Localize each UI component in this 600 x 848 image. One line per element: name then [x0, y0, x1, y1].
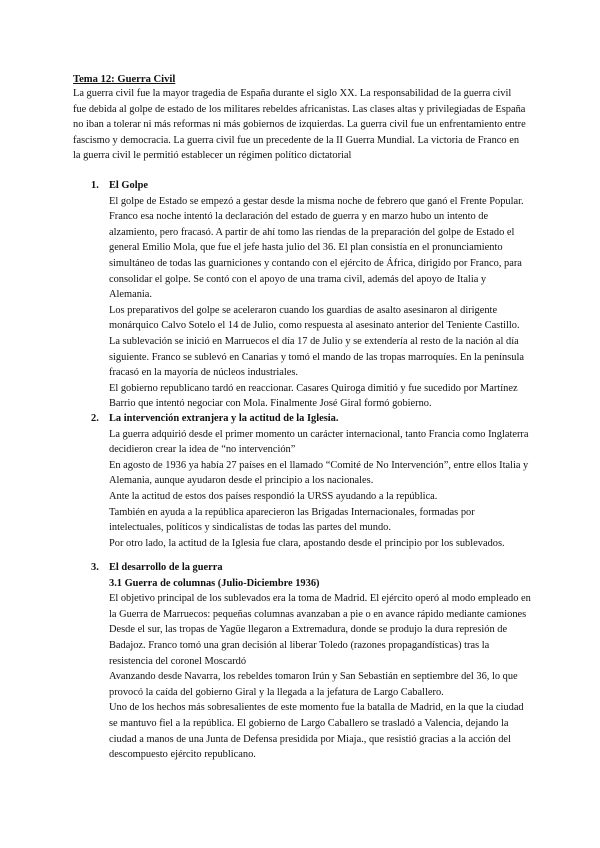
paragraph: Ante la actitud de estos dos países respondió la URSS ayudando a la república.: [109, 490, 438, 502]
section-number: 3.: [91, 562, 99, 573]
paragraph: El objetivo principal de los sublevados era la toma de Madrid. El ejército operó al modo empleado en la Guerra de Marruecos: pequeñas columnas avanzaban a pie o en avance rápido mediante camiones: [109, 593, 531, 620]
section-title: El Golpe: [109, 180, 148, 191]
section-number: 1.: [91, 180, 99, 191]
paragraph: Los preparativos del golpe se aceleraron cuando los guardias de asalto asesinaron al dirigente monárquico Calvo Sotelo el 14 de Julio, como respuesta al asesinato anterior del Teniente Castillo. La sublevación se inició en Marruecos el día 17 de Julio y se extendería al resto de la nación al día siguiente. Franco se sublevó en Canarias y tomó el mando de las tropas marroquíes. En la península fracasó en la mayoría de núcleos industriales.: [109, 304, 524, 379]
section-title: El desarrollo de la guerra: [109, 562, 223, 573]
paragraph: El gobierno republicano tardó en reaccionar. Casares Quiroga dimitió y fue sucedido por Martínez Barrio que intentó negociar con Mola. Finalmente José Giral formó gobierno.: [109, 382, 518, 410]
section-body: [109, 427, 531, 552]
subsection-title: 3.1 Guerra de columnas (Julio-Diciembre 1936): [109, 577, 320, 589]
section-golpe: [91, 178, 531, 412]
section-desarrollo: [91, 560, 531, 763]
paragraph: El golpe de Estado se empezó a gestar desde la misma noche de febrero que ganó el Frente Popular. Franco esa noche intentó la declaración del estado de guerra y en marzo hubo un intento de alzamiento, pero fracasó. A partir de ahí tomo las riendas de la preparación del golpe de Estado el general Emilio Mola, que fue el jefe hasta julio del 36. El plan consistía en el pronunciamiento simultáneo de todas las guarniciones y contando con el ejército de África, dirigido por Franco, para consolidar el golpe. Se contó con el apoyo de una trama civil, además del apoyo de Italia y Alemania.: [109, 195, 524, 301]
paragraph: Uno de los hechos más sobresalientes de este momento fue la batalla de Madrid, en la que la ciudad se mantuvo fiel a la república. El gobierno de Largo Caballero se trasladó a Valencia, dejando la ciudad a manos de una Junta de Defensa presidida por Miaja., que resistió gracias a la acción del descompuesto ejército republicano.: [109, 702, 524, 761]
paragraph: Avanzando desde Navarra, los rebeldes tomaron Irún y San Sebastián en septiembre del 36, lo que provocó la caída del gobierno Giral y la llegada a la jefatura de Largo Caballero.: [109, 671, 518, 698]
section-heading: [91, 411, 531, 427]
section-number: 2.: [91, 413, 99, 424]
intro-paragraph: La guerra civil fue la mayor tragedia de España durante el siglo XX. La responsabilidad de la guerra civil fue debida al golpe de estado de los militares rebeldes africanistas. Las clases altas y privilegiadas de España no iban a tolerar ni más reformas ni más gobiernos de izquierdas. La guerra civil fue un enfrentamiento entre fascismo y democracia. La guerra civil fue un precedente de la II Guerra Mundial. La victoria de Franco en la guerra civil le permitió establecer un régimen político dictatorial: [73, 88, 526, 162]
document-title: Tema 12: Guerra Civil: [73, 74, 176, 85]
section-body: [109, 194, 531, 412]
section-body: [109, 576, 531, 763]
paragraph: Desde el sur, las tropas de Yagüe llegaron a Extremadura, donde se produjo la dura represión de Badajoz. Franco tomó una gran decisión al liberar Toledo (razones propagandísticas) tras la resistencia del coronel Moscardó: [109, 624, 508, 667]
section-intervencion: [91, 411, 531, 551]
section-heading: [91, 178, 531, 194]
paragraph: En agosto de 1936 ya había 27 países en el llamado “Comité de No Intervención”, entre ellos Italia y Alemania, aunque ayudaron desde el principio a los nacionales.: [109, 459, 529, 487]
section-heading: [91, 560, 531, 576]
section-title: La intervención extranjera y la actitud de la Iglesia.: [109, 413, 339, 424]
paragraph: Por otro lado, la actitud de la Iglesia fue clara, apostando desde el principio por los sublevados.: [109, 537, 505, 549]
paragraph: La guerra adquirió desde el primer momento un carácter internacional, tanto Francia como Inglaterra decidieron crear la idea de “no intervención”: [109, 428, 529, 456]
paragraph: También en ayuda a la república aparecieron las Brigadas Internacionales, formadas por intelectuales, políticos y sindicalistas de todas las partes del mundo.: [109, 506, 475, 534]
